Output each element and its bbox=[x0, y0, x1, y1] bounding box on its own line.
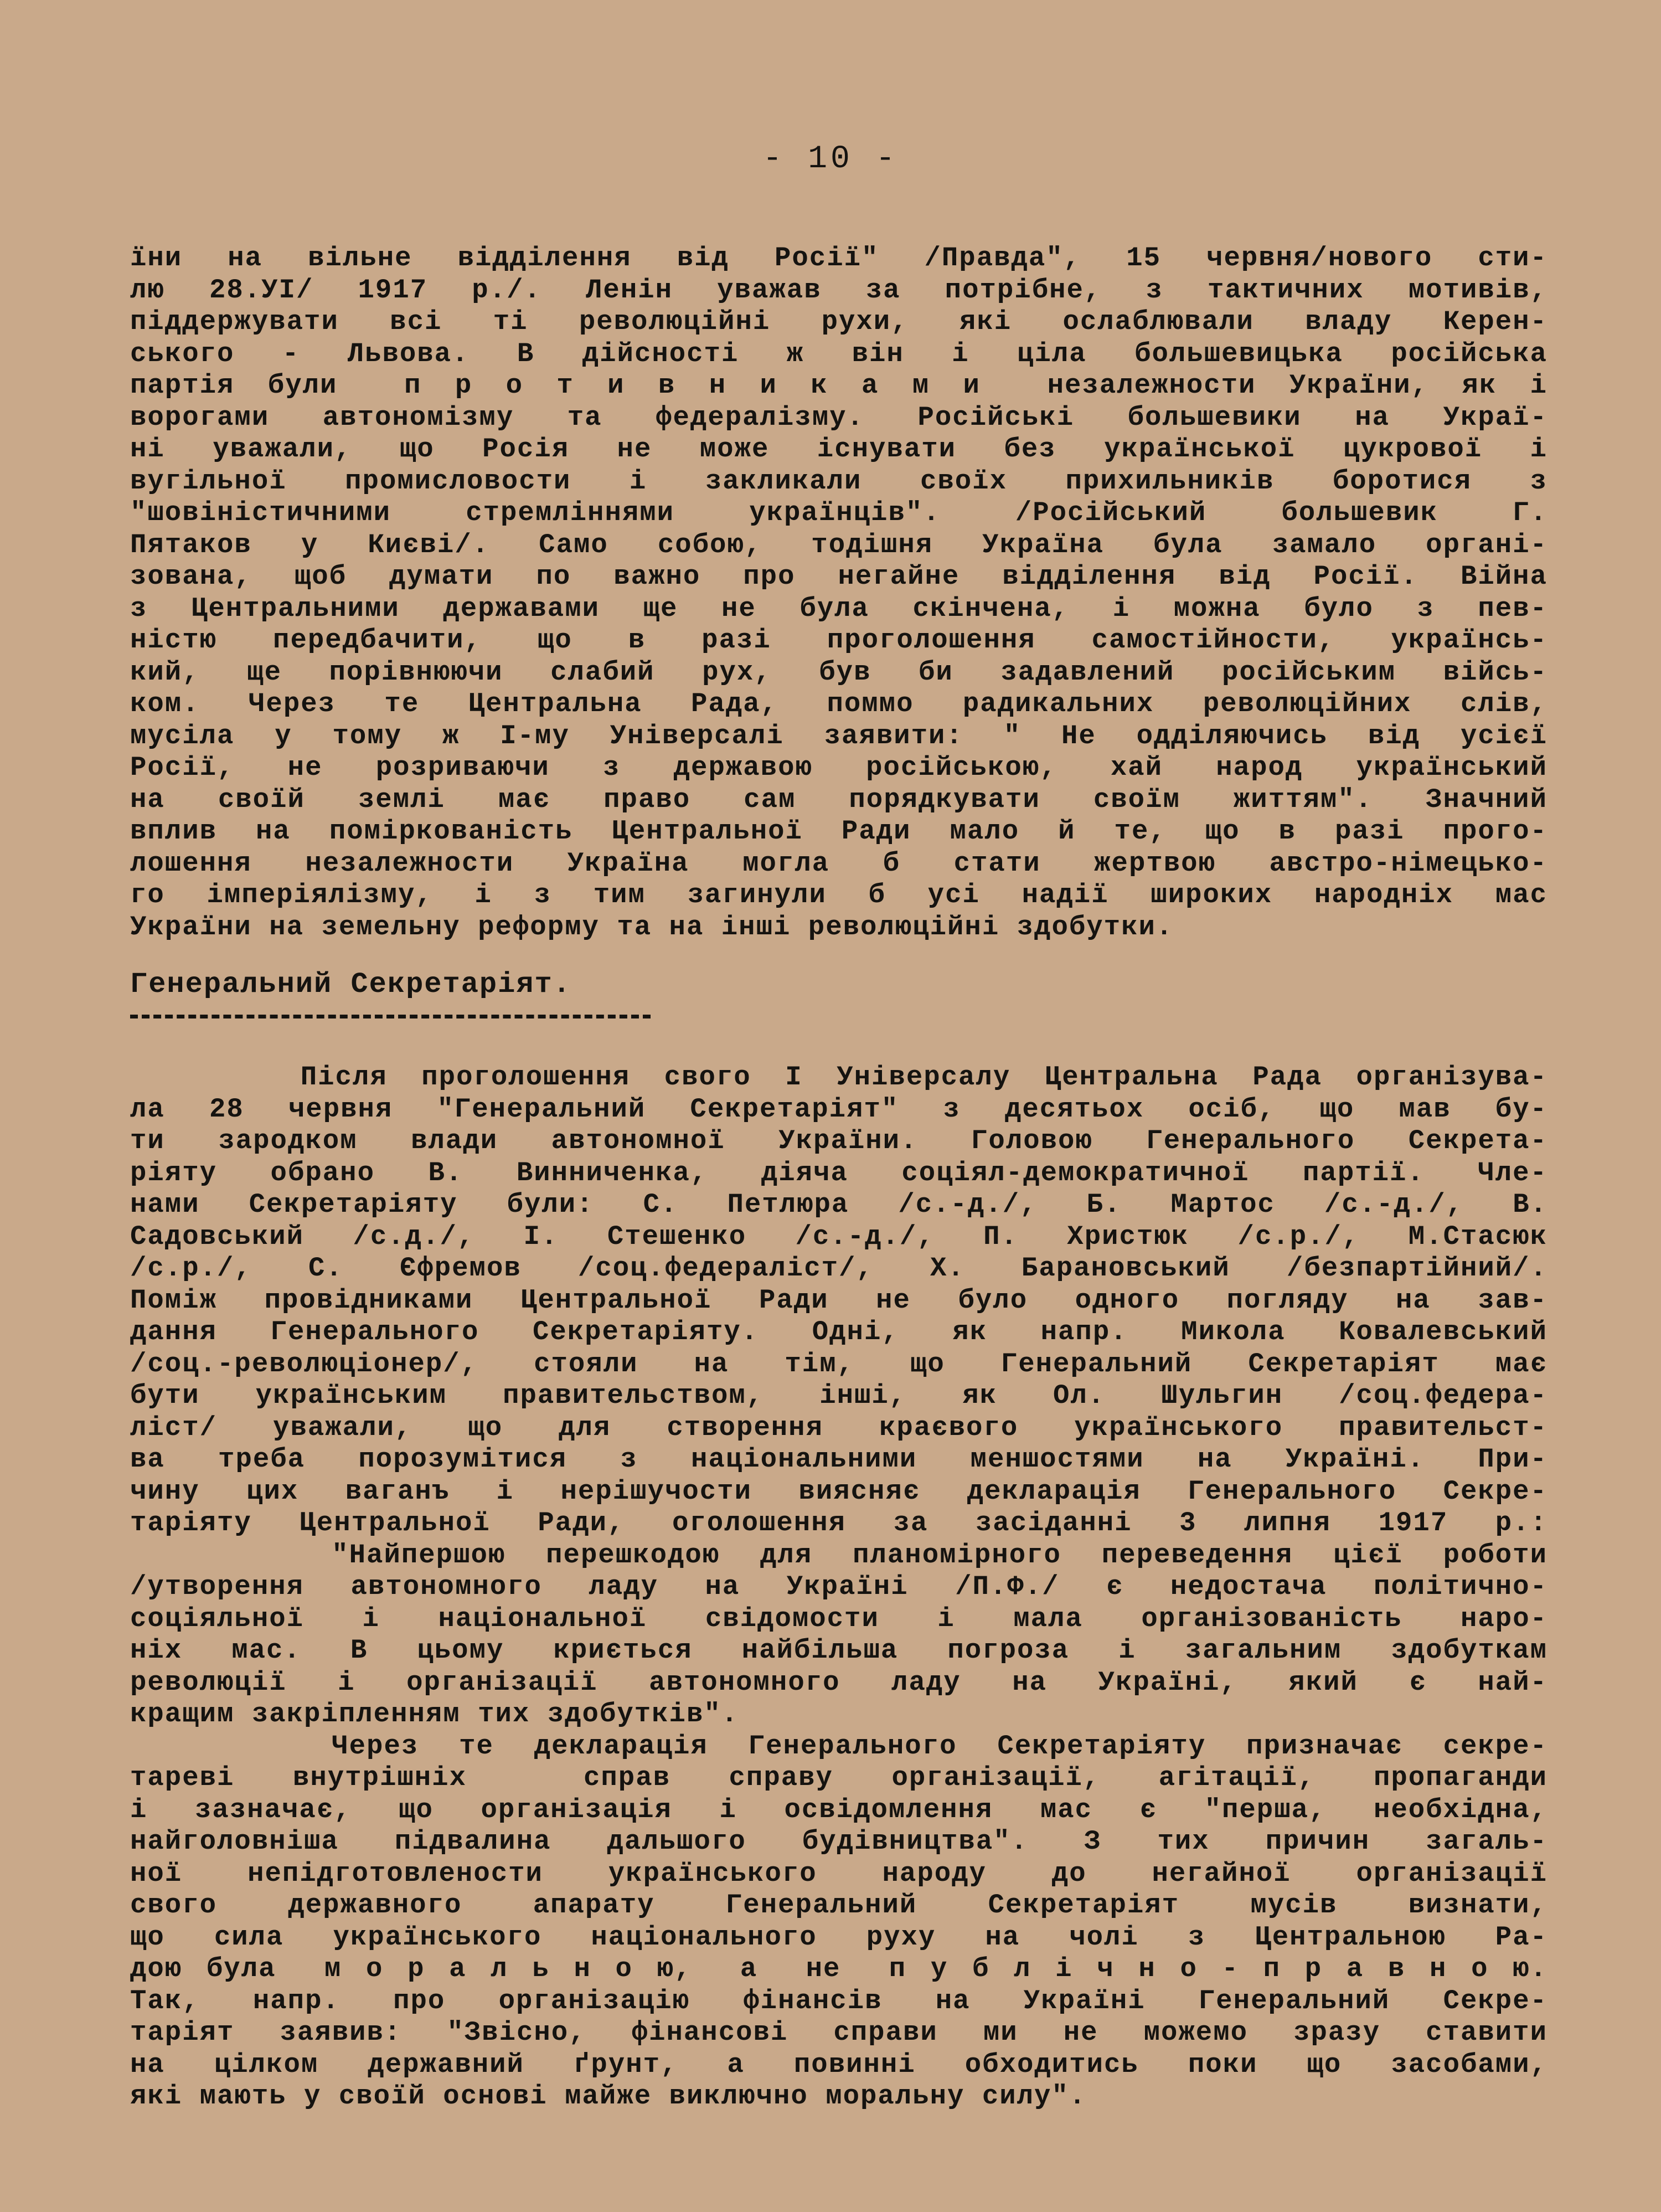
text-line: на цілком державний ґрунт, а повинні обходитись поки що засобами, bbox=[130, 2049, 1547, 2080]
paragraph-independence-politics bbox=[130, 243, 1547, 943]
text-line: кращим закріпленням тих здобутків". bbox=[130, 1699, 739, 1730]
text-line: Після проголошення свого І Універсалу Центральна Рада організува- bbox=[130, 1062, 1547, 1093]
text-line: кий, ще порівнюючи слабий рух, був би задавлений російським війсь- bbox=[130, 656, 1547, 688]
text-line: чину цих ваганъ і нерішучости виясняє декларація Генерального Секре- bbox=[130, 1475, 1547, 1507]
text-line: ніх мас. В цьому криється найбільша погроза і загальним здобуткам bbox=[130, 1635, 1547, 1666]
text-line: /с.р./, С. Єфремов /соц.федераліст/, Х. Барановський /безпартійний/. bbox=[130, 1253, 1547, 1284]
text-line: дою була м о р а л ь н о ю, а не п у б л і ч н о - п р а в н о ю. bbox=[130, 1953, 1547, 1984]
text-line: ної непідготовлености українського народу до негайної організації bbox=[130, 1858, 1547, 1889]
text-line: свого державного апарату Генеральний Секретаріят мусів визнати, bbox=[130, 1890, 1547, 1921]
text-line: ком. Через те Центральна Рада, поммо радикальних революційних слів, bbox=[130, 688, 1547, 719]
text-line: революції і організації автономного ладу на Україні, який є най- bbox=[130, 1666, 1547, 1698]
text-line: ва треба порозумітися з національними меншостями на Україні. При- bbox=[130, 1444, 1547, 1475]
text-line: Пятаков у Києві/. Само собою, тодішня Україна була замало органі- bbox=[130, 529, 1547, 560]
section-heading: Генеральний Секретаріят. bbox=[130, 968, 571, 1001]
text-line: Через те декларація Генерального Секретаріяту призначає секре- bbox=[130, 1730, 1547, 1762]
text-line: вугільної промисловости і закликали своїх прихильників боротися з bbox=[130, 465, 1547, 497]
text-line: "Найпершою перешкодою для планомірного переведення цієї роботи bbox=[130, 1539, 1547, 1571]
text-line: ністю передбачити, що в разі проголошення самостійности, українсь- bbox=[130, 625, 1547, 656]
text-line: ні уважали, що Росія не може існувати без української цукрової і bbox=[130, 434, 1547, 465]
text-line: ліст/ уважали, що для створення краєвого українського правительст- bbox=[130, 1412, 1547, 1443]
text-line: бути українським правительством, інші, як Ол. Шульгин /соц.федера- bbox=[130, 1380, 1547, 1411]
text-line: Поміж провідниками Центральної Ради не було одного погляду на зав- bbox=[130, 1284, 1547, 1316]
text-line: "шовіністичними стремліннями українців". /Російський большевик Г. bbox=[130, 497, 1547, 528]
text-line: нами Секретаріяту були: С. Петлюра /с.-д./, Б. Мартос /с.-д./, В. bbox=[130, 1189, 1547, 1220]
text-line: ла 28 червня "Генеральний Секретаріят" з десятьох осіб, що мав бу- bbox=[130, 1093, 1547, 1125]
text-line: України на земельну реформу та на інші революційні здобутки. bbox=[130, 911, 1174, 943]
text-line: партія були п р о т и в н и к а м и незалежности України, як і bbox=[130, 370, 1547, 401]
text-line: і зазначає, що організація і освідомлення мас є "перша, необхідна, bbox=[130, 1794, 1547, 1825]
text-line: ворогами автономізму та федералізму. Російські большевики на Украї- bbox=[130, 402, 1547, 433]
text-line: соціяльної і національної свідомости і мала організованість наро- bbox=[130, 1603, 1547, 1634]
text-line: Росії, не розриваючи з державою російською, хай народ український bbox=[130, 752, 1547, 783]
text-line: лю 28.УІ/ 1917 р./. Ленін уважав за потрібне, з тактичних мотивів, bbox=[130, 274, 1547, 306]
text-line: лошення незалежности Україна могла б стати жертвою австро-німецько- bbox=[130, 847, 1547, 879]
text-line: таріят заявив: "Звісно, фінансові справи ми не можемо зразу ставити bbox=[130, 2017, 1547, 2048]
text-line: Так, напр. про організацію фінансів на Україні Генеральний Секре- bbox=[130, 1985, 1547, 2016]
text-line: дання Генерального Секретаріяту. Одні, як напр. Микола Ковалевський bbox=[130, 1316, 1547, 1347]
text-line: таріяту Центральної Ради, оголошення за засіданні 3 липня 1917 р.: bbox=[130, 1508, 1547, 1539]
text-line: що сила українського національного руху на чолі з Центральною Ра- bbox=[130, 1921, 1547, 1953]
paragraph-general-secretariat bbox=[130, 1062, 1547, 2113]
text-line: вплив на поміркованість Центральної Ради мало й те, що в разі прого- bbox=[130, 816, 1547, 847]
text-line: мусіла у тому ж І-му Універсалі заявити: " Не одділяючись від усієї bbox=[130, 720, 1547, 752]
text-line: які мають у своїй основі майже виключно моральну силу". bbox=[130, 2081, 1087, 2112]
heading-underline bbox=[130, 1015, 651, 1018]
text-line: піддержувати всі ті революційні рухи, які ослаблювали владу Керен- bbox=[130, 306, 1547, 337]
text-line: тареві внутрішніх справ справу організації, агітації, пропаганди bbox=[130, 1762, 1547, 1793]
text-line: на своїй землі має право сам порядкувати своїм життям". Значний bbox=[130, 784, 1547, 815]
text-line: /утворення автономного ладу на Україні /П.Ф./ є недостача політично- bbox=[130, 1571, 1547, 1602]
text-line: ського - Львова. В дійсності ж він і ціла большевицька російська bbox=[130, 338, 1547, 369]
text-line: їни на вільне відділення від Росії" /Правда", 15 червня/нового сти- bbox=[130, 243, 1547, 274]
text-line: з Центральними державами ще не була скінчена, і можна було з пев- bbox=[130, 593, 1547, 624]
text-line: го імперіялізму, і з тим загинули б усі надії широких народніх мас bbox=[130, 879, 1547, 910]
page-number: - 10 - bbox=[762, 141, 899, 177]
text-line: /соц.-революціонер/, стояли на тім, що Генеральний Секретаріят має bbox=[130, 1348, 1547, 1380]
text-line: ріяту обрано В. Винниченка, діяча соціял-демократичної партії. Чле- bbox=[130, 1157, 1547, 1189]
text-line: Садовський /с.д./, І. Стешенко /с.-д./, П. Христюк /с.р./, М.Стасюк bbox=[130, 1221, 1547, 1252]
text-line: найголовніша підвалина дальшого будівництва". З тих причин загаль- bbox=[130, 1826, 1547, 1857]
text-line: зована, щоб думати по важно про негайне відділення від Росії. Війна bbox=[130, 561, 1547, 592]
text-line: ти зародком влади автономної України. Головою Генерального Секрета- bbox=[130, 1125, 1547, 1156]
